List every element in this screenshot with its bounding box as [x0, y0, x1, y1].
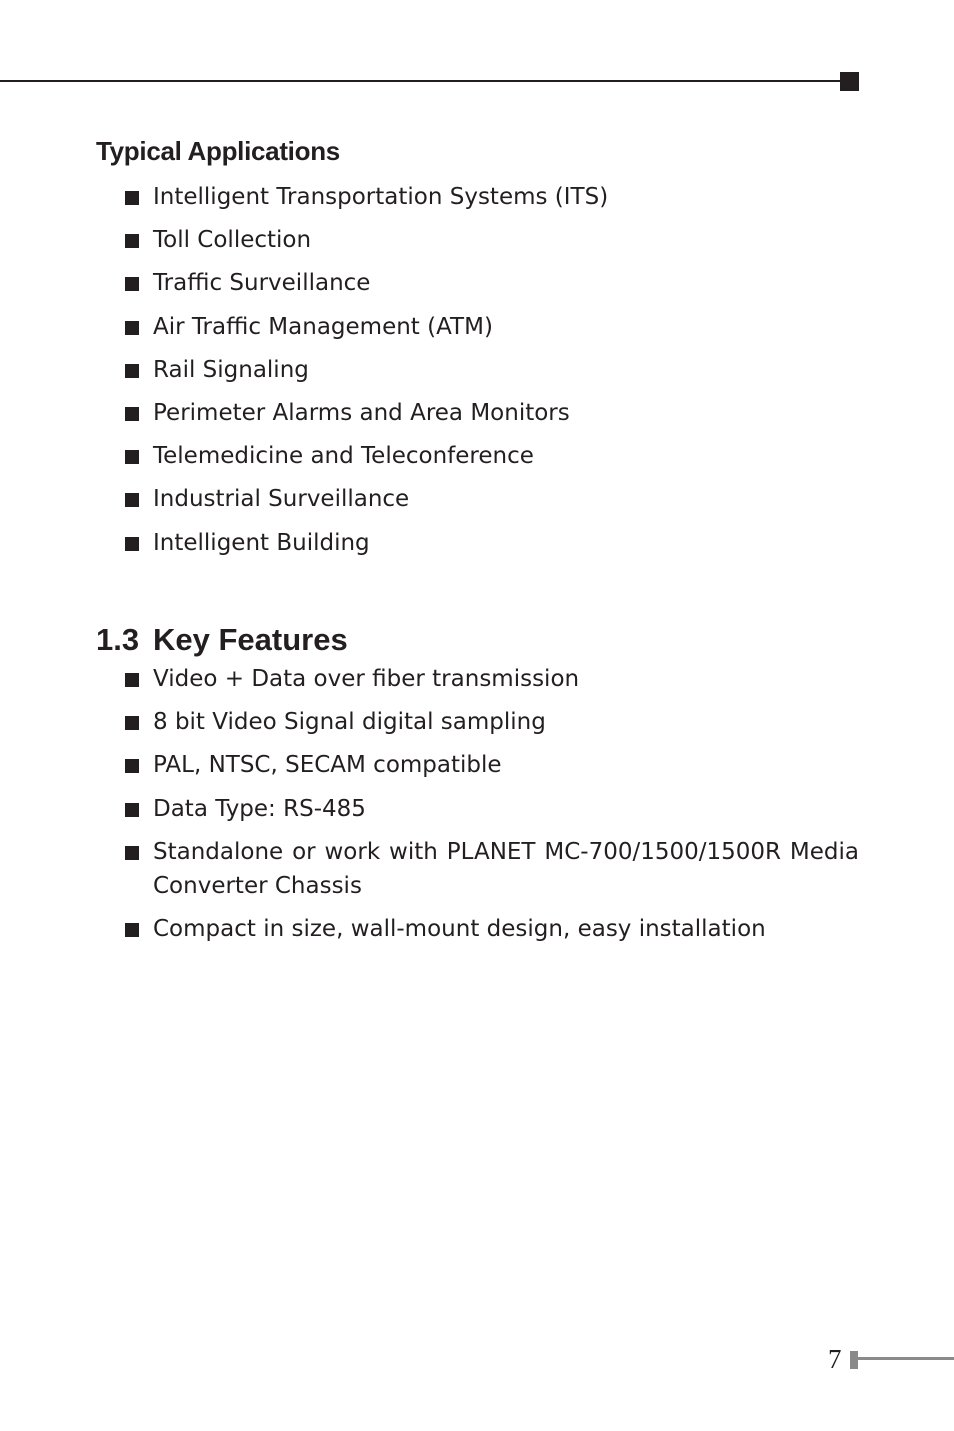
- list-item: [125, 439, 859, 473]
- bullet-square-icon: [125, 923, 139, 937]
- bullet-square-icon: [125, 673, 139, 687]
- key-features-heading: [96, 622, 348, 658]
- list-item-text: Telemedicine and Teleconference: [153, 443, 534, 470]
- list-item-text: Air Traffic Management (ATM): [153, 313, 493, 340]
- list-item: [125, 912, 859, 946]
- list-item: [125, 223, 859, 257]
- list-item: [125, 310, 859, 344]
- list-item: [125, 266, 859, 300]
- list-item-text: Standalone or work with PLANET MC-700/1500/1500R Media Converter Chassis: [153, 838, 859, 899]
- bullet-square-icon: [125, 234, 139, 248]
- list-item: [125, 396, 859, 430]
- list-item-text: Industrial Surveillance: [153, 486, 410, 513]
- bullet-square-icon: [125, 716, 139, 730]
- list-item-text: Intelligent Transportation Systems (ITS): [153, 184, 609, 210]
- bullet-square-icon: [125, 450, 139, 464]
- list-item-text: Rail Signaling: [153, 356, 309, 383]
- page-number: 7: [828, 1344, 842, 1374]
- list-item: [125, 482, 859, 516]
- bullet-square-icon: [125, 277, 139, 291]
- bullet-square-icon: [125, 846, 139, 860]
- list-item: [125, 526, 859, 560]
- bullet-square-icon: [125, 803, 139, 817]
- list-item: [125, 662, 859, 696]
- typical-applications-list: [125, 180, 859, 569]
- list-item-text: Traffic Surveillance: [153, 270, 371, 297]
- list-item: [125, 835, 859, 903]
- header-square-marker: [840, 72, 859, 91]
- list-item: [125, 705, 859, 739]
- bullet-square-icon: [125, 364, 139, 378]
- list-item-text: Compact in size, wall-mount design, easy installation: [153, 915, 766, 942]
- list-item-text: PAL, NTSC, SECAM compatible: [153, 752, 502, 779]
- list-item-text: Toll Collection: [153, 227, 312, 254]
- list-item-text: Perimeter Alarms and Area Monitors: [153, 399, 570, 426]
- list-item-text: Data Type: RS-485: [153, 795, 366, 822]
- bullet-square-icon: [125, 407, 139, 421]
- bullet-square-icon: [125, 191, 139, 205]
- list-item-text: Video + Data over fiber transmission: [153, 666, 580, 692]
- list-item: [125, 353, 859, 387]
- footer-rule: [858, 1357, 954, 1360]
- list-item-text: 8 bit Video Signal digital sampling: [153, 709, 546, 736]
- key-features-list: [125, 662, 859, 955]
- typical-applications-heading: Typical Applications: [96, 136, 340, 166]
- list-item-text: Intelligent Building: [153, 529, 370, 556]
- section-number: 1.3: [96, 622, 140, 657]
- header-rule: [0, 80, 842, 82]
- bullet-square-icon: [125, 537, 139, 551]
- bullet-square-icon: [125, 321, 139, 335]
- section-title: Key Features: [153, 622, 348, 657]
- list-item: [125, 792, 859, 826]
- footer-marker: [850, 1351, 858, 1369]
- list-item: [125, 180, 859, 214]
- bullet-square-icon: [125, 759, 139, 773]
- list-item: [125, 748, 859, 782]
- bullet-square-icon: [125, 493, 139, 507]
